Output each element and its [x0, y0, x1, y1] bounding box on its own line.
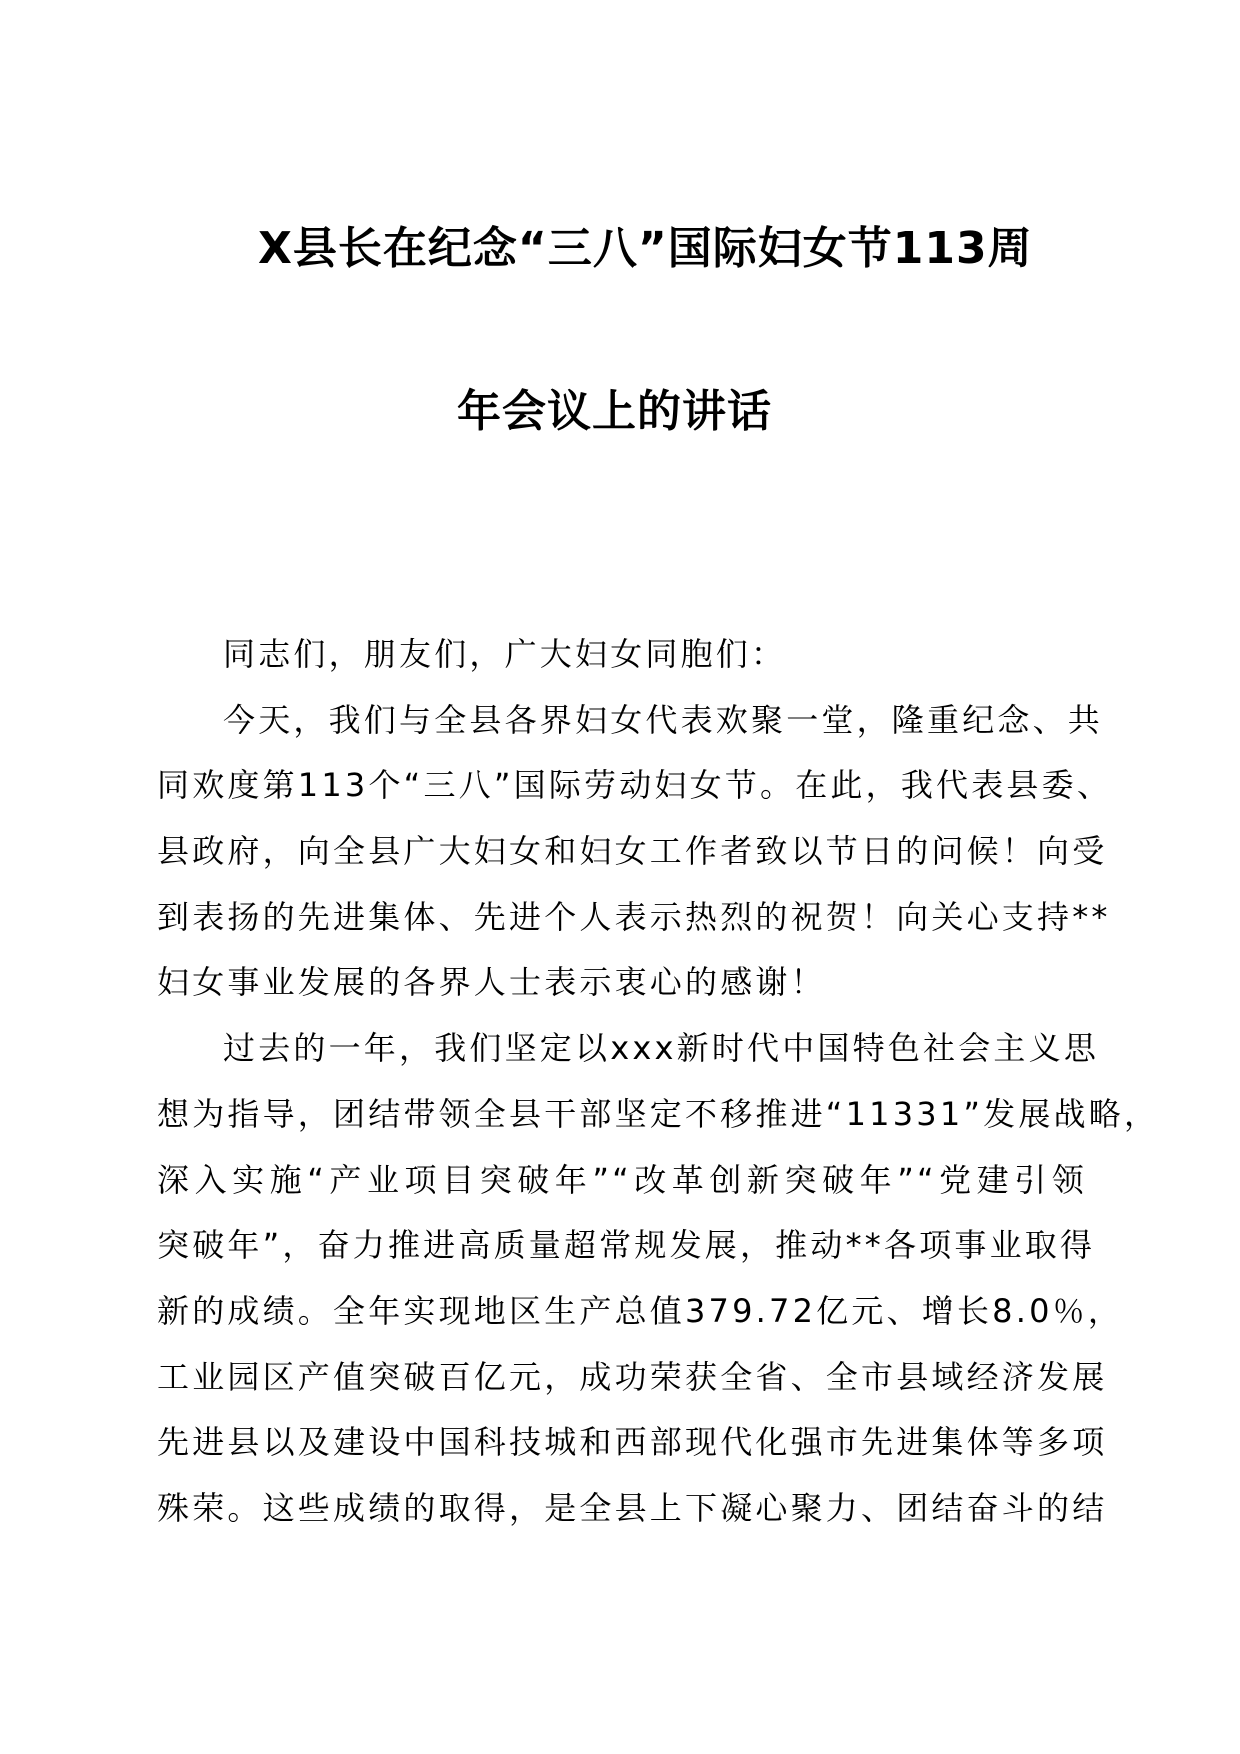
paragraph-2-line-7: 先进县以及建设中国科技城和西部现代化强市先进集体等多项 — [157, 1423, 1108, 1462]
paragraph-2-line-1: 过去的一年，我们坚定以xxx新时代中国特色社会主义思 — [223, 1029, 1100, 1068]
paragraph-2-line-2: 想为指导，团结带领全县干部坚定不移推进“11331”发展战略， — [157, 1094, 1160, 1133]
paragraph-1-line-3: 县政府，向全县广大妇女和妇女工作者致以节日的问候！向受 — [157, 832, 1108, 871]
paragraph-1-line-1: 今天，我们与全县各界妇女代表欢聚一堂，隆重纪念、共 — [223, 700, 1104, 739]
document-title-line-1: X县长在纪念“三八”国际妇女节113周 — [258, 223, 1033, 274]
paragraph-2-line-5: 新的成绩。全年实现地区生产总值379.72亿元、增长8.0％， — [157, 1291, 1124, 1330]
paragraph-2-line-4: 突破年”，奋力推进高质量超常规发展，推动**各项事业取得 — [157, 1226, 1096, 1265]
paragraph-1-line-5: 妇女事业发展的各界人士表示衷心的感谢！ — [157, 963, 826, 1002]
paragraph-2-line-8: 殊荣。这些成绩的取得，是全县上下凝心聚力、团结奋斗的结 — [157, 1488, 1108, 1527]
document-body — [157, 622, 1160, 1542]
salutation-line: 同志们，朋友们，广大妇女同胞们： — [223, 635, 787, 673]
paragraph-1-line-2: 同欢度第113个“三八”国际劳动妇女节。在此，我代表县委、 — [157, 766, 1113, 805]
paragraph-2-line-3: 深入实施“产业项目突破年”“改革创新突破年”“党建引领 — [157, 1160, 1087, 1199]
paragraph-1-line-4: 到表扬的先进集体、先进个人表示热烈的祝贺！向关心支持** — [157, 897, 1111, 936]
paragraph-2-line-6: 工业园区产值突破百亿元，成功荣获全省、全市县域经济发展 — [157, 1357, 1108, 1396]
document-title-line-2: 年会议上的讲话 — [457, 386, 772, 437]
